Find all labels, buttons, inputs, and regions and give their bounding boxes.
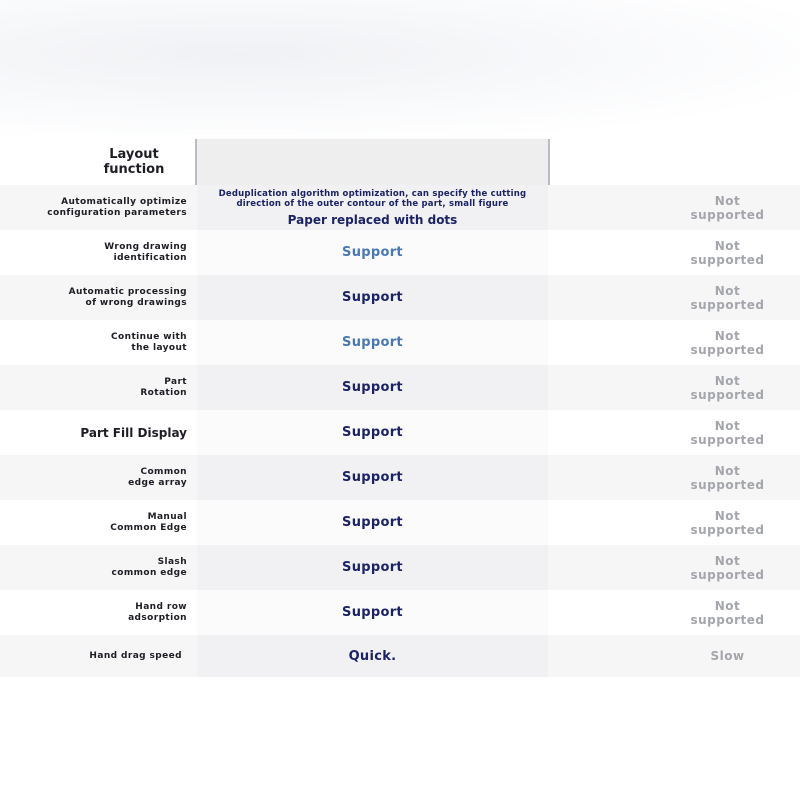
other-cell (655, 635, 800, 677)
feature-line: Hand drag speed (89, 650, 182, 661)
feature-line: common edge (111, 567, 187, 578)
feature-cell (0, 455, 190, 500)
feature-cell (0, 365, 190, 410)
background-haze (0, 0, 800, 135)
other-line: supported (690, 522, 765, 537)
header-layout-function (0, 139, 190, 185)
feature-line: Manual (147, 511, 187, 522)
ours-value: Support (342, 515, 403, 530)
other-cell (655, 455, 800, 500)
ours-value: Support (342, 470, 403, 485)
feature-cell (0, 320, 190, 365)
ours-value: Support (342, 290, 403, 305)
table-row (0, 410, 800, 455)
ours-cell (197, 185, 548, 230)
table-row (0, 320, 800, 365)
feature-cell (0, 635, 190, 677)
feature-line: edge array (128, 477, 187, 488)
feature-line: Continue with (111, 331, 187, 342)
ours-cell (197, 275, 548, 320)
feature-cell (0, 410, 190, 455)
dedup-note: Deduplication algorithm optimization, can specify the cutting direction of the outer contour of the part, small figure (218, 188, 527, 209)
table-row (0, 545, 800, 590)
table-row (0, 500, 800, 545)
other-cell (655, 275, 800, 320)
table-row (0, 590, 800, 635)
table-row (0, 230, 800, 275)
ours-cell (197, 500, 548, 545)
other-line: supported (690, 567, 765, 582)
ours-cell (197, 410, 548, 455)
feature-line: Part Fill Display (80, 425, 187, 440)
ours-value: Support (342, 560, 403, 575)
table-row (0, 275, 800, 320)
other-line: Not (714, 283, 741, 298)
other-line: Not (714, 418, 741, 433)
ours-value: Support (342, 335, 403, 350)
header-line-1: Layout (109, 147, 159, 162)
other-line: supported (690, 612, 765, 627)
ours-cell (197, 230, 548, 275)
ours-value: Support (342, 245, 403, 260)
feature-cell (0, 500, 190, 545)
other-line: supported (690, 207, 765, 222)
feature-cell (0, 545, 190, 590)
other-cell (655, 545, 800, 590)
feature-line: Common Edge (110, 522, 187, 533)
ours-cell (197, 545, 548, 590)
feature-cell (0, 185, 190, 230)
other-cell (655, 185, 800, 230)
ours-cell (197, 365, 548, 410)
other-line: supported (690, 297, 765, 312)
header-line-2: function (103, 162, 165, 177)
other-cell (655, 320, 800, 365)
ours-cell (197, 635, 548, 677)
ours-value: Quick. (348, 648, 397, 664)
other-line: Not (714, 238, 741, 253)
feature-line: Wrong drawing (104, 241, 187, 252)
ours-cell (197, 320, 548, 365)
feature-line: identification (113, 252, 187, 263)
other-line: supported (690, 342, 765, 357)
table-row (0, 455, 800, 500)
feature-line: Automatic processing (68, 286, 187, 297)
table-row (0, 185, 800, 230)
feature-cell (0, 275, 190, 320)
other-line: Not (714, 193, 741, 208)
other-cell (655, 590, 800, 635)
other-line: Not (714, 553, 741, 568)
ours-value: Support (342, 425, 403, 440)
ours-cell (197, 455, 548, 500)
feature-line: of wrong drawings (85, 297, 187, 308)
other-line: Not (714, 328, 741, 343)
other-cell (655, 410, 800, 455)
feature-cell (0, 590, 190, 635)
ours-value: Support (342, 380, 403, 395)
other-line: Not (714, 598, 741, 613)
other-line: Not (714, 373, 741, 388)
other-cell (655, 230, 800, 275)
feature-line: Part (164, 376, 187, 387)
feature-line: Slash (157, 556, 187, 567)
feature-line: the layout (131, 342, 187, 353)
feature-line: Rotation (140, 387, 187, 398)
other-line: supported (690, 252, 765, 267)
other-line: supported (690, 477, 765, 492)
feature-line: Common (140, 466, 187, 477)
other-cell (655, 365, 800, 410)
feature-line: Hand row (135, 601, 187, 612)
table-row (0, 635, 800, 677)
feature-line: configuration parameters (47, 207, 187, 218)
other-line: Slow (710, 649, 745, 663)
ours-cell (197, 590, 548, 635)
table-row (0, 365, 800, 410)
other-line: Not (714, 463, 741, 478)
ours-value: Support (342, 605, 403, 620)
feature-cell (0, 230, 190, 275)
other-line: Not (714, 508, 741, 523)
other-line: supported (690, 432, 765, 447)
ours-value: Paper replaced with dots (287, 212, 458, 227)
feature-line: adsorption (128, 612, 187, 623)
other-line: supported (690, 387, 765, 402)
feature-line: Automatically optimize (61, 196, 187, 207)
other-cell (655, 500, 800, 545)
